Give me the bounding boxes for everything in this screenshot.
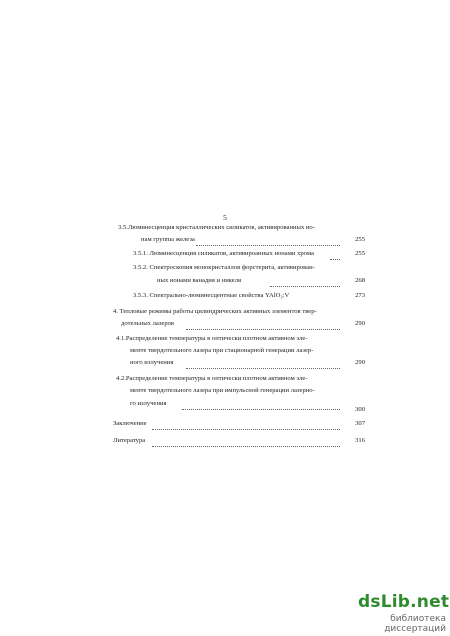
toc-leader-dots [270,277,340,287]
toc-entry-3-5-2-line-1: 3.5.2. Спектроскопия монокристаллов форстерита, активирован- [133,264,315,271]
toc-entry-4-line-1: 4. Тепловые режимы работы цилиндрических активных элементов твер- [113,308,317,315]
toc-page-3-5-3: 273 [355,292,365,299]
toc-page-conclusion: 307 [355,420,365,427]
toc-page-4-2: 300 [355,406,365,413]
toc-leader-dots [186,320,340,330]
toc-page-4-1: 290 [355,359,365,366]
toc-entry-4-2-line-1: 4.2.Распределение температуры в оптически плотном активном эле- [116,375,308,382]
toc-entry-3-5-line-2: нам группы железа [141,236,195,243]
toc-entry-conclusion: Заключение [113,420,147,427]
page-number: 5 [223,213,227,222]
toc-leader-dots [330,250,340,260]
toc-page-3-5-1: 255 [355,250,365,257]
logo-net: .net [410,592,450,612]
toc-leader-dots [152,420,340,430]
toc-entry-3-5-1: 3.5.1. Люминесценция силикатов, активироанных ионами хрома [133,250,314,257]
toc-leader-dots [152,437,340,447]
toc-entry-4-2-line-2: менте твердотельного лазера при импульсной генерации лазерно- [130,387,315,394]
toc-page-3-5: 255 [355,236,365,243]
toc-entry-3-5-3: 3.5.3. Спектрально-люминесцентные свойства YAlO₃:V [133,292,290,299]
toc-leader-dots [182,400,340,410]
toc-entry-4-2-line-3: го излучения [130,400,167,407]
watermark-subtitle: библиотека диссертаций [384,614,446,634]
toc-page-4: 290 [355,320,365,327]
toc-leader-dots [186,359,340,369]
toc-entry-3-5-line-1: 3.5.Люминесценция кристаллических силикатов, активированных ио- [118,224,315,231]
toc-entry-4-line-2: дотельных лазеров [121,320,175,327]
toc-entry-4-1-line-1: 4.1.Распределение температуры в оптически плотном активном эле- [116,335,308,342]
logo-ds: ds [358,592,381,612]
toc-entry-4-1-line-2: менте твердотельного лазера при стационарной генерации лазер- [130,347,314,354]
watermark [328,592,450,634]
toc-page-literature: 316 [355,437,365,444]
toc-leader-dots [196,236,340,246]
toc-page-3-5-2: 268 [355,277,365,284]
toc-entry-4-1-line-3: ного излучения [130,359,174,366]
watermark-logo [358,592,449,612]
logo-lib: Lib [380,592,411,612]
toc-entry-literature: Литература [113,437,146,444]
toc-entry-3-5-2-line-2: ных ионами ванадия и никеля [157,277,242,284]
